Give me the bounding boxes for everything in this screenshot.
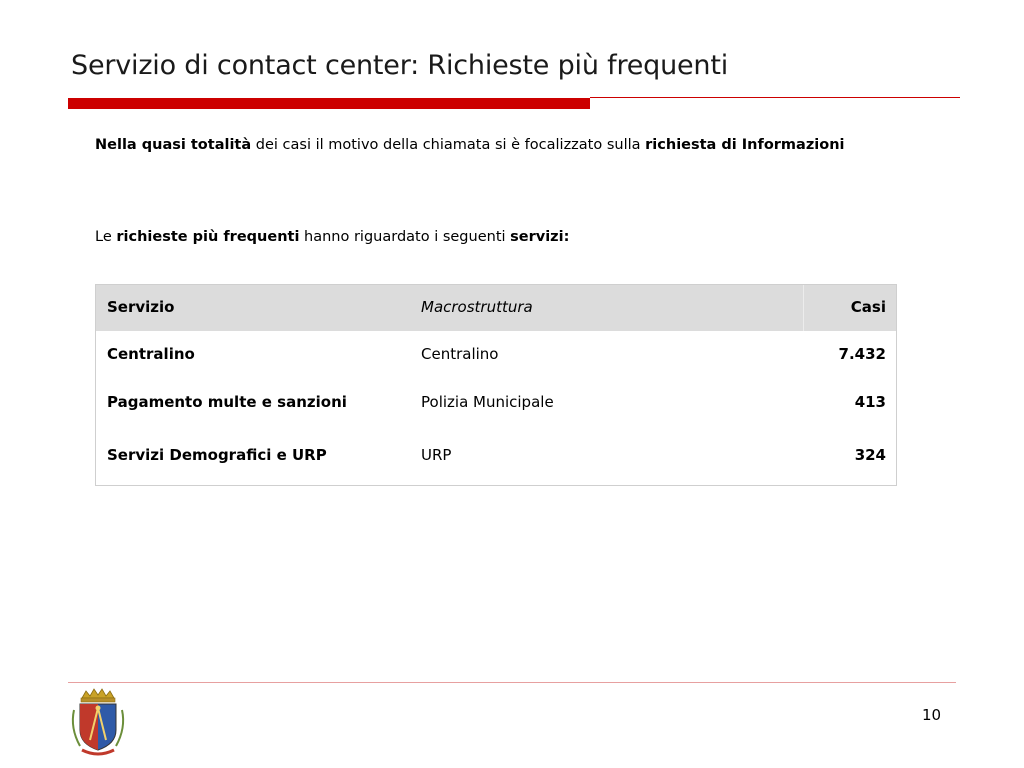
title-accent-line <box>590 97 960 98</box>
row-3-casi: 324 <box>854 446 886 464</box>
header-casi: Casi <box>850 298 886 316</box>
intro-paragraph-2 <box>95 222 895 253</box>
intro-text-2b: hanno riguardato i seguenti <box>299 229 511 245</box>
intro-bold-1: Nella quasi totalità <box>95 137 252 153</box>
row-1-macrostruttura: Centralino <box>421 345 499 363</box>
intro-text-1: dei casi il motivo della chiamata si è focalizzato sulla <box>251 137 646 153</box>
row-2-servizio: Pagamento multe e sanzioni <box>107 393 347 411</box>
row-1-casi: 7.432 <box>838 345 886 363</box>
intro-bold-2: richiesta di Informazioni <box>645 137 845 153</box>
header-macrostruttura: Macrostruttura <box>421 298 533 316</box>
intro-paragraph-1 <box>95 130 895 161</box>
services-table <box>95 284 897 486</box>
header-servizio: Servizio <box>107 298 175 316</box>
intro-bold-4: servizi: <box>510 229 570 245</box>
row-1-servizio: Centralino <box>107 345 195 363</box>
row-3-servizio: Servizi Demografici e URP <box>107 446 327 464</box>
intro-text-2a: Le <box>95 229 117 245</box>
row-3-macrostruttura: URP <box>421 446 452 464</box>
row-2-macrostruttura: Polizia Municipale <box>421 393 554 411</box>
title-accent-bar <box>68 98 590 109</box>
header-divider <box>803 285 804 331</box>
slide-title: Servizio di contact center: Richieste più frequenti <box>71 50 729 81</box>
page-number: 10 <box>922 706 942 724</box>
intro-bold-3: richieste più frequenti <box>116 229 300 245</box>
footer-line <box>68 682 956 683</box>
row-2-casi: 413 <box>854 393 886 411</box>
coat-of-arms-logo <box>68 688 128 758</box>
